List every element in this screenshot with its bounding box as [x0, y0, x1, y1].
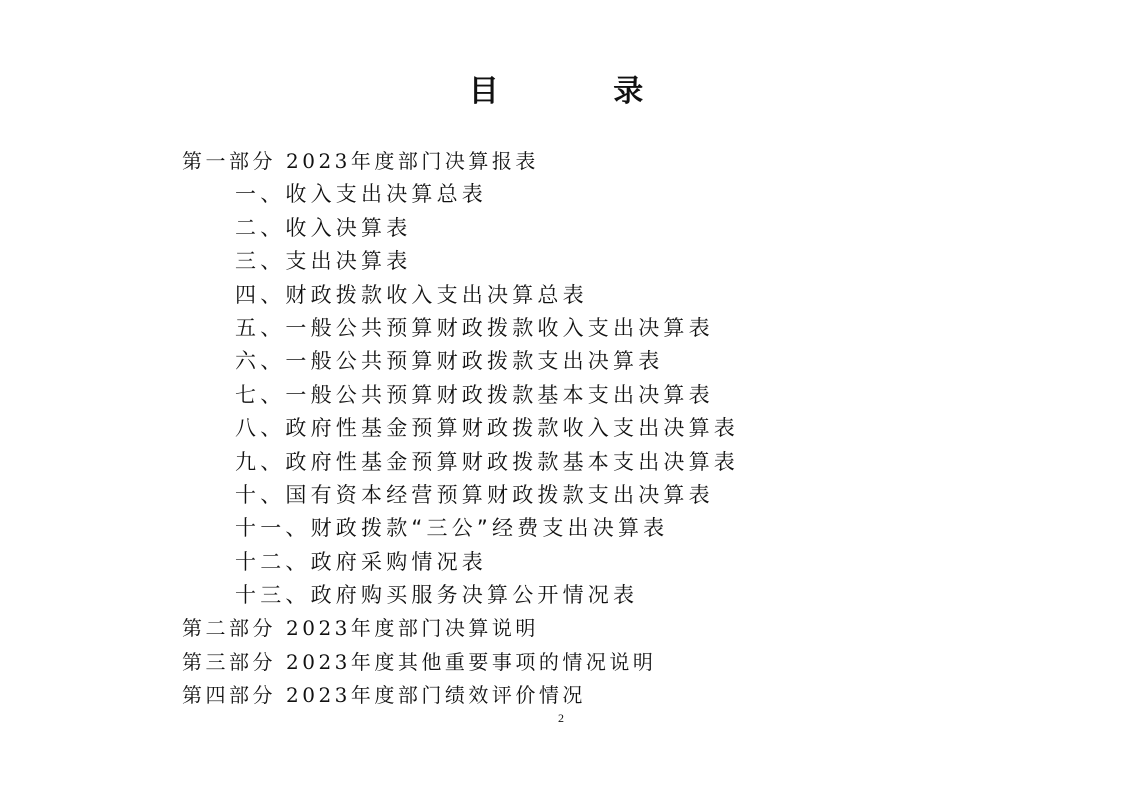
toc-sub-title: 八、政府性基金预算财政拨款收入支出决算表: [235, 416, 739, 441]
toc-part-label: 第二部分: [182, 616, 276, 641]
toc-sub-entry: [182, 446, 739, 479]
toc-sub-title: 四、财政拨款收入支出决算总表: [235, 282, 588, 307]
toc-part-title: 2023年度部门绩效评价情况: [286, 683, 586, 708]
toc-part-title: 2023年度其他重要事项的情况说明: [286, 649, 657, 674]
toc-sub-title: 一、收入支出决算总表: [235, 182, 487, 207]
toc-sub-entry: [182, 245, 739, 278]
toc-part-label: 第一部分: [182, 149, 276, 173]
toc-sub-title: 十一、财政拨款“三公”经费支出决算表: [235, 516, 669, 541]
toc-sub-entry: [182, 212, 739, 245]
page-number: 2: [558, 711, 564, 725]
toc-sub-entry: [182, 312, 739, 345]
toc-part-entry: [182, 646, 739, 679]
toc-sub-title: 十三、政府购买服务决算公开情况表: [235, 583, 639, 608]
toc-sub-entry: [182, 345, 739, 378]
toc-sub-title: 七、一般公共预算财政拨款基本支出决算表: [235, 382, 714, 407]
toc-sub-title: 九、政府性基金预算财政拨款基本支出决算表: [235, 449, 739, 474]
toc-sub-title: 十、国有资本经营预算财政拨款支出决算表: [235, 482, 714, 507]
toc-part-label: 第四部分: [182, 683, 276, 708]
toc-sub-entry: [182, 379, 739, 412]
toc-part-entry: [182, 679, 739, 712]
toc-part-entry: [182, 145, 739, 178]
toc-sub-title: 三、支出决算表: [235, 249, 412, 274]
toc-sub-entry: [182, 479, 739, 512]
toc-sub-entry: [182, 412, 739, 445]
toc-part-title: 2023年度部门决算报表: [286, 149, 539, 173]
toc-part-title: 2023年度部门决算说明: [286, 616, 539, 641]
toc-part-label: 第三部分: [182, 649, 276, 674]
toc-part-entry: [182, 612, 739, 645]
table-of-contents: [182, 145, 739, 713]
page-title: 目 录: [468, 74, 696, 109]
toc-sub-entry: [182, 279, 739, 312]
toc-sub-title: 二、收入决算表: [235, 215, 412, 240]
toc-sub-title: 五、一般公共预算财政拨款收入支出决算表: [235, 315, 714, 340]
toc-sub-title: 六、一般公共预算财政拨款支出决算表: [235, 349, 664, 374]
toc-sub-entry: [182, 579, 739, 612]
toc-sub-title: 十二、政府采购情况表: [235, 549, 487, 574]
toc-sub-entry: [182, 546, 739, 579]
toc-sub-entry: [182, 512, 739, 545]
toc-sub-entry: [182, 178, 739, 211]
